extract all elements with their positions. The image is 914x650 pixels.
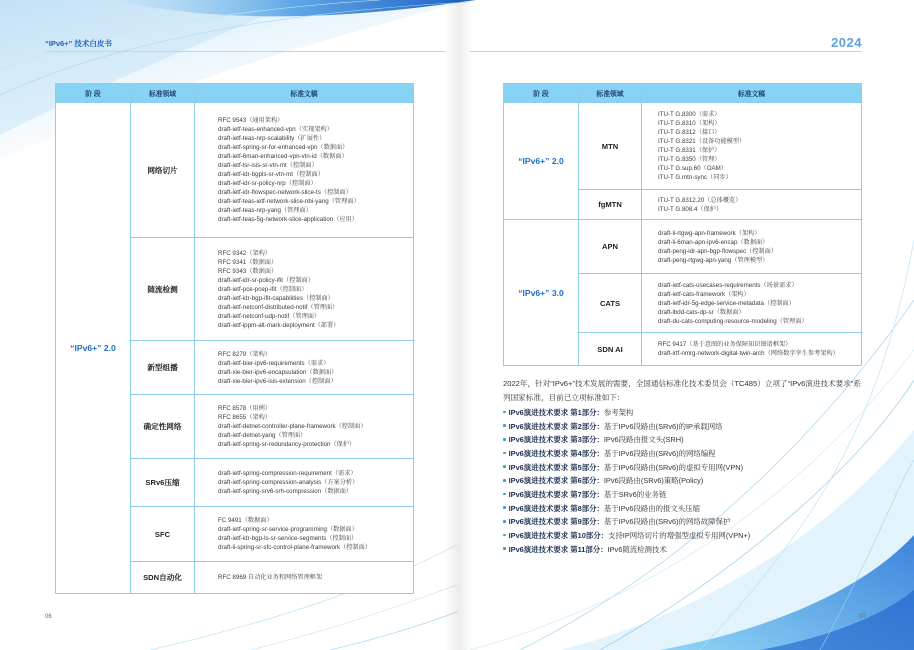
doc-line: ITU-T G.808.4（保护） (658, 205, 723, 213)
doc-line: draft-li-6man-apn-ipv6-encap（数据面） (658, 238, 769, 246)
docs-cell (195, 103, 414, 238)
doc-line: draft-ietf-detnet-controller-plane-framework（控制面） (218, 423, 367, 430)
doc-line: draft-ietf-idr-5g-edge-service-metadata（控制面） (658, 299, 795, 307)
bullet-icon (503, 479, 506, 482)
column-header-field: 标准领域 (131, 84, 195, 103)
docs-cell (195, 459, 414, 507)
doc-line: ITU-T G.8312.20（总体概览） (658, 196, 742, 204)
bullet-icon (503, 493, 506, 496)
stage-cell: “IPv6+” 2.0 (56, 103, 131, 594)
bullet-icon (503, 547, 506, 550)
doc-line: draft-ietf-cats-framework（架构） (658, 290, 750, 298)
doc-line: draft-ietf-spring-compression-analysis（方案分析） (218, 479, 359, 486)
table-header-row (56, 84, 414, 103)
field-cell: 新型组播 (131, 341, 195, 395)
part-text: 支持IP网络切片的增强型虚拟专用网(VPN+) (607, 530, 751, 540)
doc-line: draft-ietf-detnet-yang（管理面） (218, 432, 307, 439)
doc-line: draft-ietf-idr-bgp-ls-sr-service-segments（控制面） (218, 535, 358, 542)
docs-cell (195, 341, 414, 395)
doc-line: draft-ietf-teas-ietf-network-slice-nbi-yang（管理面） (218, 198, 360, 205)
list-item (503, 420, 863, 434)
doc-line: draft-ietf-teas-5g-network-slice-application（应用） (218, 216, 358, 223)
doc-line: ITU-T G.8321（设备功能模型） (658, 138, 746, 145)
doc-line: draft-peng-idr-apn-bgp-flowspec（控制面） (658, 247, 777, 255)
field-cell: CATS (579, 274, 642, 333)
doc-line: draft-ietf-idr-sr-policy-ifit（控制面） (218, 276, 314, 284)
doc-line: draft-ietf-idr-bgpls-sr-vtn-mt（控制面） (218, 171, 324, 178)
doc-line: RFC 9543（通用架构） (218, 117, 284, 124)
bullet-icon (503, 506, 506, 509)
doc-line: ITU-T G.mtn-sync（同步） (658, 174, 732, 181)
list-item (503, 474, 863, 488)
doc-line: draft-ietf-teas-nrp-scalability（扩展性） (218, 135, 326, 142)
doc-line: draft-ietf-netconf-udp-notif（管理面） (218, 312, 321, 320)
part-label: IPv6演进技术要求 第2部分： (508, 421, 604, 431)
doc-line: draft-ietf-idr-flowspec-network-slice-ts（控制面） (218, 189, 352, 196)
docs-cell (642, 220, 862, 274)
intro-paragraph: 2022年，针对“IPv6+”技术发展的需要，全国通信标准化技术委员会（TC485）立项了“IPv6演进技术要求”系列国家标准，目前已立项标准如下： (503, 379, 861, 402)
part-text: IPv6段路由报文头(SRH) (603, 435, 684, 445)
list-item (503, 406, 863, 420)
doc-line: RFC 8655（架构） (218, 414, 271, 421)
doc-line: RFC 9342（架构） (218, 249, 271, 257)
table-row (504, 220, 862, 274)
column-header-stage: 阶 段 (56, 84, 131, 103)
field-cell: SRv6压缩 (131, 459, 195, 507)
doc-line: draft-ietf-spring-sr-for-enhanced-vpn（数据面） (218, 144, 349, 151)
docs-cell (195, 562, 414, 594)
doc-line: ITU-T G.8331（保护） (658, 147, 721, 154)
doc-line: draft-ietf-cats-usecases-requirements（场景需求） (658, 281, 798, 289)
doc-line: draft-ietf-pce-pcep-ifit（控制面） (218, 285, 308, 293)
doc-line: ITU-T G.8312（接口） (658, 129, 721, 136)
list-item (503, 502, 863, 516)
part-label: IPv6演进技术要求 第10部分： (508, 530, 608, 540)
bullet-icon (503, 520, 506, 523)
doc-line: RFC 8578（用例） (218, 405, 271, 412)
bullet-icon (503, 411, 506, 414)
part-text: 基于IPv6段路由的报文头压缩 (603, 503, 700, 513)
column-header-field: 标准领域 (579, 84, 642, 103)
column-header-docs: 标准文稿 (195, 84, 414, 103)
doc-line: draft-ietf-spring-srv6-srh-compression（数据面） (218, 488, 353, 495)
docs-cell (195, 238, 414, 341)
field-cell: SDN自动化 (131, 562, 195, 594)
doc-line: draft-li-spring-sr-sfc-control-plane-framework（控制面） (218, 544, 371, 551)
docs-cell (195, 395, 414, 459)
part-label: IPv6演进技术要求 第9部分： (508, 517, 604, 527)
doc-line: ITU-T G.8350（管理） (658, 156, 721, 163)
field-cell: 随流检测 (131, 238, 195, 341)
bullet-icon (503, 534, 506, 537)
docs-cell (642, 190, 862, 220)
page-number-right: 07 (859, 614, 866, 620)
document-year: 2024 (831, 35, 862, 50)
stage-cell: “IPv6+” 3.0 (504, 220, 579, 366)
docs-cell (642, 274, 862, 333)
part-label: IPv6演进技术要求 第7部分： (508, 489, 604, 499)
docs-cell (642, 103, 862, 190)
part-label: IPv6演进技术要求 第3部分： (508, 435, 604, 445)
doc-line: draft-ietf-ippm-alt-mark-deployment（部署） (218, 321, 340, 329)
bullet-icon (503, 438, 506, 441)
part-label: IPv6演进技术要求 第6部分： (508, 476, 604, 486)
doc-line: RFC 9341（数据面） (218, 258, 278, 266)
page-number-left: 06 (45, 614, 52, 620)
part-text: 基于IPv6段路由(SRv6)的网络编程 (603, 448, 716, 458)
column-header-stage: 阶 段 (504, 84, 579, 103)
field-cell: MTN (579, 103, 642, 190)
doc-line: draft-du-cats-computing-resource-modeling（管理面） (658, 317, 808, 325)
part-label: IPv6演进技术要求 第4部分： (508, 448, 604, 458)
part-text: IPv6段路由(SRv6)策略(Policy) (603, 476, 704, 486)
document-title: “IPv6+” 技术白皮书 (45, 39, 112, 48)
doc-line: RFC 9417（基于意图的业务保障知识图谱框架） (658, 341, 792, 348)
header-divider-right (470, 51, 862, 52)
table-row (56, 103, 414, 238)
standards-parts-list (503, 406, 863, 556)
stage-cell: “IPv6+” 2.0 (504, 103, 579, 220)
doc-line: draft-ietf-teas-nrp-yang（管理面） (218, 207, 312, 214)
list-item (503, 515, 863, 529)
doc-line: draft-xie-bier-ipv6-isis-extension（控制面） (218, 377, 337, 385)
part-label: IPv6演进技术要求 第1部分： (508, 408, 604, 417)
doc-line: draft-xie-bier-ipv6-encapsulation（数据面） (218, 368, 338, 376)
field-cell: fgMTN (579, 190, 642, 220)
list-item (503, 543, 863, 557)
doc-line: draft-lbdd-cats-dp-sr（数据面） (658, 308, 745, 316)
doc-line: draft-ietf-spring-sr-redundancy-protection（保护） (218, 441, 356, 448)
doc-line: draft-ietf-netconf-distributed-notif（管理面） (218, 303, 339, 311)
list-item (503, 461, 863, 475)
doc-line: draft-ietf-lsr-isis-sr-vtn-mt（控制面） (218, 162, 318, 169)
doc-line: draft-ietf-bier-ipv6-requirements（需求） (218, 359, 330, 367)
part-label: IPv6演进技术要求 第5部分： (508, 462, 604, 472)
part-text: 基于IPv6段路由(SRv6)的IP承载网络 (603, 421, 723, 431)
bullet-icon (503, 465, 506, 468)
part-text: IPv6随流检测技术 (607, 544, 667, 554)
column-header-docs: 标准文稿 (642, 84, 862, 103)
bullet-icon (503, 452, 506, 455)
doc-line: ITU-T G.8310（架构） (658, 120, 721, 127)
field-cell: 确定性网络 (131, 395, 195, 459)
doc-line: ITU-T G.sup.60（OAM） (658, 165, 727, 172)
list-item (503, 433, 863, 447)
part-label: IPv6演进技术要求 第11部分： (508, 544, 608, 554)
docs-cell (642, 333, 862, 366)
part-text: 基于SRv6的业务链 (603, 489, 667, 499)
doc-line: draft-ietf-6man-enhanced-vpn-vtn-id（数据面） (218, 153, 348, 160)
doc-line: FC 9491（数据面） (218, 517, 273, 524)
field-cell: 网络切片 (131, 103, 195, 238)
header-divider-left (45, 51, 445, 52)
doc-line: draft-ietf-teas-enhanced-vpn（实现架构） (218, 126, 333, 133)
doc-line: draft-peng-rtgwg-apn-yang（管理模型） (658, 256, 769, 264)
doc-line: draft-ietf-idr-sr-policy-nrp（控制面） (218, 180, 317, 187)
doc-line: RFC 8969 自动化业务和网络管理框架 (218, 574, 323, 581)
right-standards-table (503, 83, 862, 366)
doc-line: draft-irtf-nmrg-network-digital-twin-arch（网络数字孪生参考架构） (658, 350, 839, 357)
doc-line: draft-ietf-idr-bgp-ifit-capabilities（控制面） (218, 294, 334, 302)
part-text: 基于IPv6段路由(SRv6)的网络故障保护 (603, 517, 731, 527)
left-standards-table (55, 83, 414, 594)
doc-line: RFC 8279（架构） (218, 350, 271, 358)
doc-line: draft-ietf-spring-compression-requirement（需求） (218, 470, 357, 477)
field-cell: SDN AI (579, 333, 642, 366)
doc-line: ITU-T G.8300（需求） (658, 111, 721, 118)
list-item (503, 447, 863, 461)
docs-cell (195, 507, 414, 562)
bullet-icon (503, 424, 506, 427)
part-text: 参考架构 (603, 408, 634, 417)
part-label: IPv6演进技术要求 第8部分： (508, 503, 604, 513)
doc-line: draft-li-rtgwg-apn-framework（架构） (658, 229, 761, 237)
part-text: 基于IPv6段路由(SRv6)的虚拟专用网(VPN) (603, 462, 744, 472)
doc-line: draft-ietf-spring-sr-service-programming（数据面） (218, 526, 358, 533)
list-item (503, 529, 863, 543)
table-row (504, 103, 862, 190)
list-item (503, 488, 863, 502)
table-header-row (504, 84, 862, 103)
field-cell: APN (579, 220, 642, 274)
field-cell: SFC (131, 507, 195, 562)
doc-line: RFC 9343（数据面） (218, 267, 278, 275)
